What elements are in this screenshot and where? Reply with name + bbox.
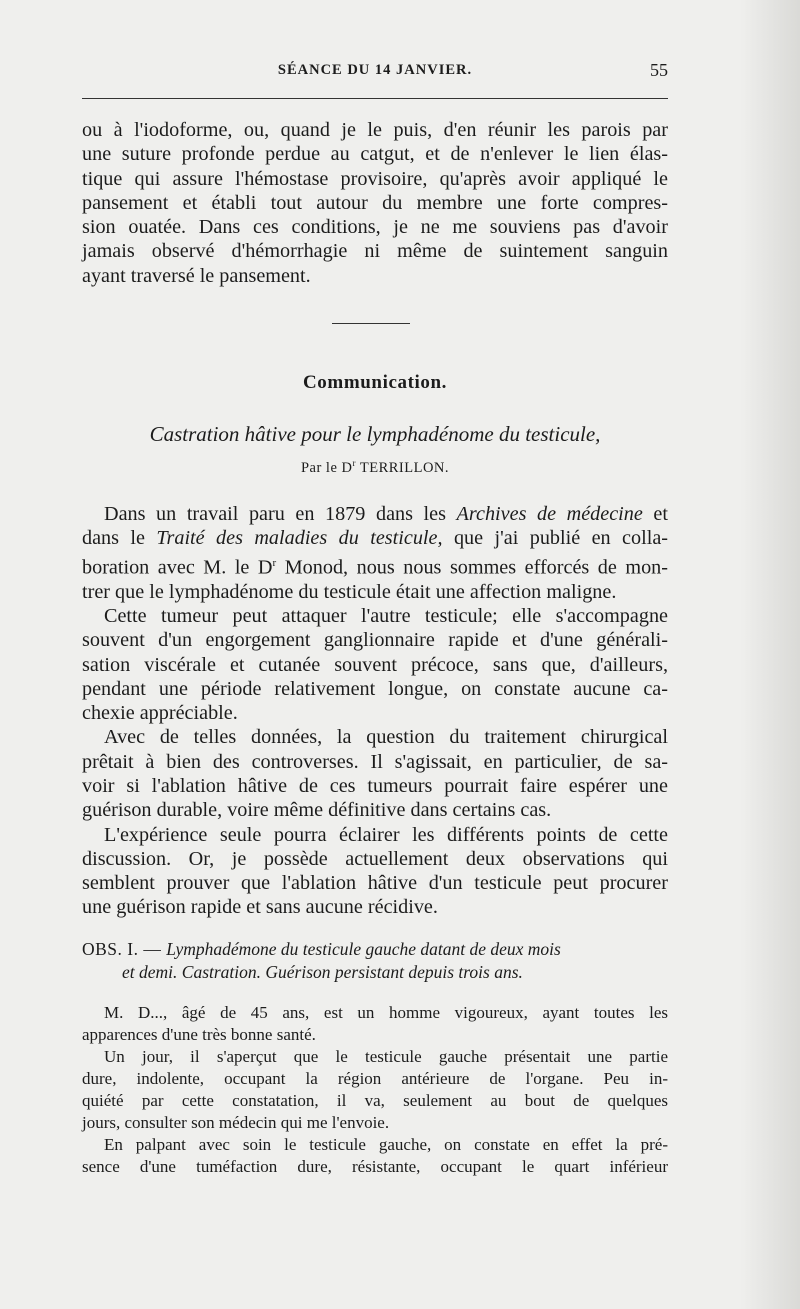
text-line: sation viscérale et cutanée souvent précoce, sans que, d'ailleurs, [82, 653, 668, 676]
text-line: souvent d'un engorgement ganglionnaire rapide et d'une générali- [82, 629, 668, 652]
journal-title: Archives de médecine [456, 503, 643, 525]
text-line: dure, indolente, occupant la région antérieure de l'organe. Peu in- [82, 1069, 668, 1088]
superscript: r [272, 556, 277, 569]
text-line: une guérison rapide et sans aucune récidive. [82, 896, 438, 919]
text-line: tique qui assure l'hémostase provisoire, qu'après avoir appliqué le [82, 167, 668, 190]
text-run: que j'ai publié en colla- [442, 527, 669, 550]
header-rule [82, 98, 668, 99]
text-line: Un jour, il s'aperçut que le testicule gauche présentait une partie [104, 1047, 668, 1066]
book-title: Traité des maladies du testicule, [156, 527, 443, 550]
text-line: jamais observé d'hémorrhagie ni même de suintement sanguin [82, 240, 668, 263]
text-run: Monod, nous nous sommes efforcés de mon- [276, 556, 668, 579]
obs-label: OBS. I. [82, 939, 139, 959]
text-line: En palpant avec soin le testicule gauche, on constate en effet la pré- [104, 1135, 668, 1154]
text-line: semblent prouver que l'ablation hâtive d'un testicule peut procurer [82, 872, 668, 895]
text-line: quiété par cette constatation, il va, seulement au bout de quelques [82, 1091, 668, 1110]
text-line: ou à l'iodoforme, ou, quand je le puis, d'en réunir les parois par [82, 119, 668, 141]
text-line [82, 502, 668, 526]
text-line: sion ouatée. Dans ces conditions, je ne me souviens pas d'avoir [82, 216, 668, 239]
obs-line: et demi. Castration. Guérison persistant depuis trois ans. [122, 962, 523, 982]
obs-line [82, 938, 668, 961]
text-line: Avec de telles données, la question du traitement chirurgical [104, 726, 668, 749]
text-line: guérison durable, voire même définitive dans certains cas. [82, 799, 552, 822]
paragraph-intro [82, 502, 668, 920]
text-line [82, 526, 668, 550]
text-line: pansement et établi tout autour du membre une forte compres- [82, 191, 668, 214]
page-number: 55 [650, 60, 668, 80]
text-line: pendant une période relativement longue, on constate aucune ca- [82, 677, 668, 700]
section-heading: Communication. [302, 372, 448, 393]
running-header [82, 62, 668, 86]
running-title: SÉANCE DU 14 JANVIER. [277, 62, 473, 78]
text-line: une suture profonde perdue au catgut, et de n'enlever le lien élas- [82, 143, 668, 166]
text-line: sence d'une tuméfaction dure, résistante, occupant le quart inférieur [82, 1157, 668, 1176]
section-divider [332, 323, 410, 324]
author-line [82, 458, 668, 477]
text-line [82, 551, 668, 580]
text-run: Dans un travail paru en 1879 dans les [104, 503, 457, 525]
text-line: discussion. Or, je possède actuellement deux observations qui [82, 847, 668, 870]
obs-dash: — [138, 939, 167, 959]
observation-heading [82, 938, 668, 984]
text-line: ayant traversé le pansement. [82, 264, 311, 287]
author-prefix: Par le D [300, 459, 353, 476]
article-title: Castration hâtive pour le lymphadénome du testicule, [149, 422, 601, 446]
text-run: boration avec M. le D [82, 556, 273, 579]
text-line: voir si l'ablation hâtive de ces tumeurs pourrait faire espérer une [82, 775, 668, 797]
text-line: jours, consulter son médecin qui me l'envoie. [82, 1113, 390, 1132]
text-run: dans le [82, 527, 157, 550]
text-line: chexie appréciable. [82, 702, 238, 725]
author-sup: r [352, 458, 356, 468]
text-line: apparences d'une très bonne santé. [82, 1025, 316, 1044]
text-line: L'expérience seule pourra éclairer les différents points de cette [104, 823, 668, 846]
paragraph-continued [82, 118, 668, 288]
text-run: et [642, 503, 668, 525]
page-edge-shadow [740, 0, 800, 1309]
text-line: prêtait à bien des controverses. Il s'agissait, en particulier, de sa- [82, 750, 668, 773]
text-line: trer que le lymphadénome du testicule était une affection maligne. [82, 580, 617, 603]
author-name: TERRILLON. [359, 459, 450, 476]
text-line: Cette tumeur peut attaquer l'autre testicule; elle s'accompagne [104, 604, 668, 627]
text-line: M. D..., âgé de 45 ans, est un homme vigoureux, ayant toutes les [104, 1003, 668, 1022]
observation-body [82, 1002, 668, 1178]
obs-title: Lymphadémone du testicule gauche datant de deux mois [166, 939, 561, 959]
